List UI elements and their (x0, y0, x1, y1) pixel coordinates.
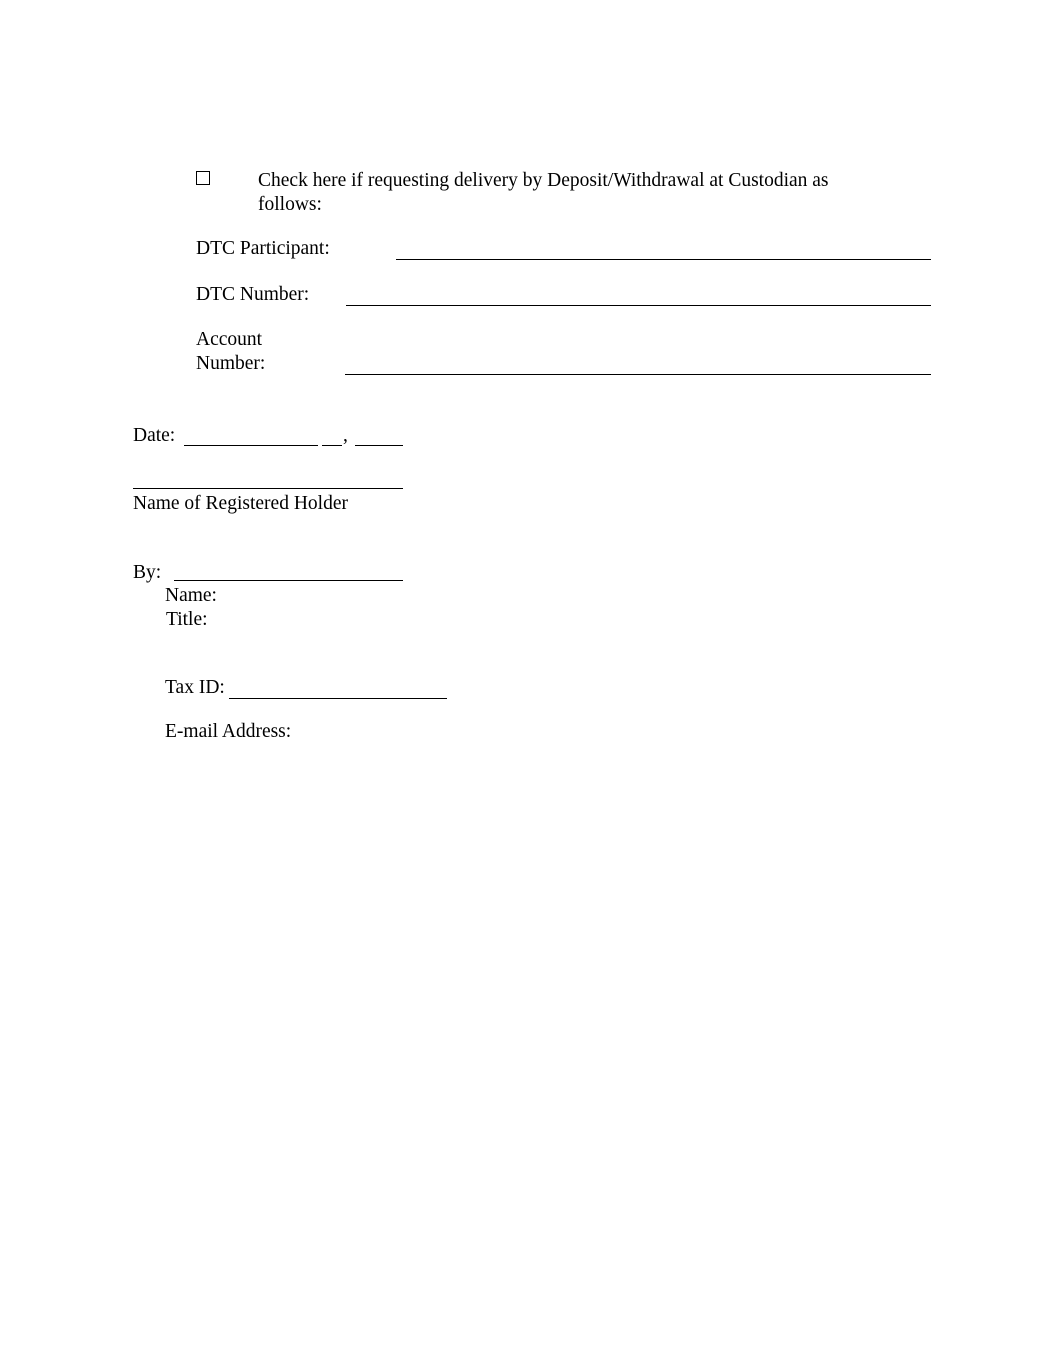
email-label: E-mail Address: (165, 721, 292, 742)
signature-field[interactable] (174, 580, 403, 581)
date-month-field[interactable] (184, 445, 318, 446)
tax-id-label: Tax ID: (165, 677, 225, 698)
checkbox-label-line1: Check here if requesting delivery by Deposit/Withdrawal at Custodian as (258, 170, 829, 191)
dtc-number-field[interactable] (346, 305, 931, 306)
delivery-checkbox[interactable] (196, 171, 210, 185)
registered-holder-label: Name of Registered Holder (133, 493, 348, 514)
date-year-field[interactable] (355, 445, 403, 446)
tax-id-field[interactable] (229, 698, 447, 699)
dtc-number-label: DTC Number: (196, 284, 310, 305)
dtc-participant-field[interactable] (396, 259, 931, 260)
account-number-field[interactable] (345, 374, 931, 375)
by-label: By: (133, 562, 162, 583)
checkbox-label-line2: follows: (258, 194, 322, 215)
date-day-field[interactable] (322, 445, 342, 446)
date-label: Date: (133, 425, 176, 446)
title-label: Title: (166, 609, 208, 630)
date-comma: , (343, 425, 348, 446)
dtc-participant-label: DTC Participant: (196, 238, 330, 259)
account-number-label-line2: Number: (196, 353, 266, 374)
registered-holder-field[interactable] (133, 488, 403, 489)
account-number-label-line1: Account (196, 329, 263, 350)
name-label: Name: (165, 585, 217, 606)
